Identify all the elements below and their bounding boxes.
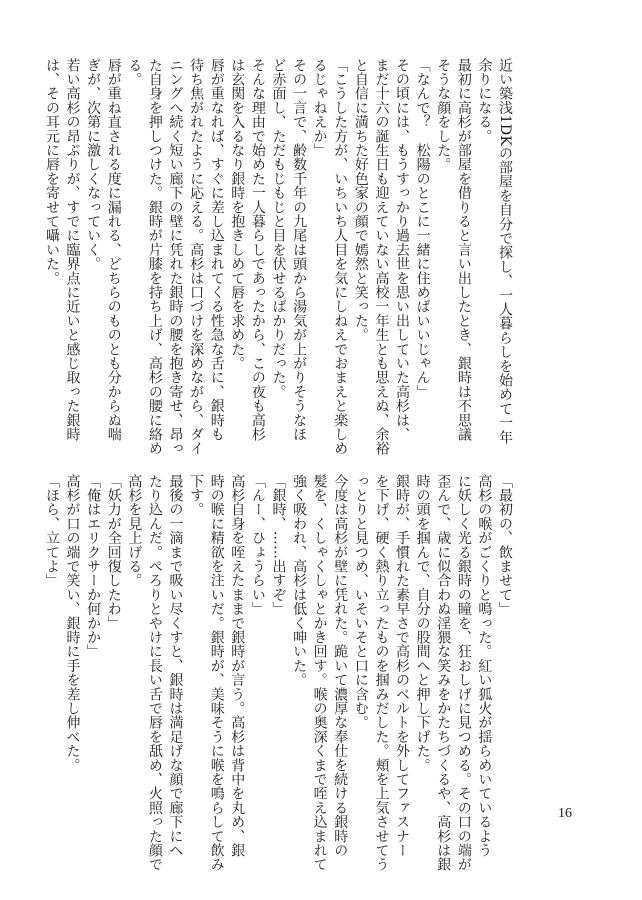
text-line: 「んー、ひょうらい」: [249, 474, 266, 616]
text-line: 最初に高杉が部屋を借りると言い出したとき、銀時は不思議: [455, 58, 472, 442]
text-line: るじゃねえか」: [311, 58, 328, 158]
text-line: は、その耳元に唇を寄せて囁いた。: [43, 58, 60, 286]
text-line: は玄関を入るなり銀時を抱きしめて唇を求めた。: [229, 58, 246, 371]
upper-text-block: [43, 58, 515, 458]
page-number: 16: [558, 806, 572, 821]
text-line: 唇が重なれば、すぐに差し込まれてくる性急な舌に、銀時も: [208, 58, 225, 442]
text-line: 下す。: [188, 474, 205, 517]
text-line: 「俺はエリクサーか何かか」: [85, 474, 102, 659]
text-line: 歪んで、歳に似合わぬ淫猥な笑みをかたちづくるや、高杉は銀: [435, 474, 452, 872]
text-line: 唇が重ね直される度に漏れる、どちらのものとも分からぬ喘: [105, 58, 122, 442]
text-line: 余りになる。: [476, 58, 493, 144]
text-line: と自信に満ちた好色家の顔で嫣然と笑った。: [352, 58, 369, 342]
text-line: 「こうした方が、いちいち人目を気にしねえでおまえと楽しめ: [332, 58, 349, 456]
text-line: 「なんで？ 松陽のとこに一緒に住めばいいじゃん」: [414, 58, 431, 399]
text-line: 高杉自身を咥えたままで銀時が言う。高杉は背中を丸め、銀: [229, 474, 246, 858]
text-line: ニングへ続く短い廊下の壁に凭れた銀時の腰を抱き寄せ、昂っ: [167, 58, 184, 456]
text-line: その頃には、もうすっかり過去世を思い出していた高杉は、: [394, 58, 411, 442]
text-line: ぎが、次第に激しくなっていく。: [85, 58, 102, 271]
text-line: その一言で、齢数千年の九尾は頭から湯気が上がりそうなほ: [291, 58, 308, 442]
lower-text-block: [43, 474, 515, 874]
text-line: 髪を、くしゃくしゃとかき回す。喉の奥深くまで咥え込まれて: [311, 474, 328, 872]
text-line: を下げ、硬く熱り立ったものを掴みだした。頬を上気させてう: [373, 474, 390, 872]
text-line: 銀時が、手慣れた素早さで高杉のベルトを外してファスナー: [394, 474, 411, 858]
text-line: そうな顔をした。: [435, 58, 452, 172]
text-line: た自身を押しつけた。銀時が片膝を持ち上げ、高杉の腰に絡め: [146, 58, 163, 456]
text-line: 強く吸われ、高杉は低く呻いた。: [291, 474, 308, 687]
text-line: る。: [126, 58, 143, 87]
text-line: 今度は高杉が壁に凭れた。跪いて濃厚な奉仕を続ける銀時の: [332, 474, 349, 858]
text-line: 最後の一滴まで吸い尽くすと、銀時は満足げな顔で廊下にへ: [167, 474, 184, 858]
text-line: 「最初の、飲ませて」: [497, 474, 513, 616]
text-line: 若い高杉の昂ぶりが、すでに臨界点に近いと感じ取った銀時: [64, 58, 81, 442]
text-line: っとりと見つめ、いそいそと口に含む。: [352, 474, 369, 730]
text-line: そんな理由で始めた一人暮らしであったから、この夜も高杉: [249, 58, 266, 442]
text-line: 近い築浅1DKの部屋を自分で探し、一人暮らしを始めて一年: [497, 58, 513, 445]
text-line: 待ち焦がれたように応える。高杉は口づけを深めながら、ダイ: [188, 58, 205, 456]
text-line: たり込んだ。ぺろりとやけに長い舌で唇を舐め、火照った顔で: [146, 474, 163, 872]
text-line: 高杉を見上げる。: [126, 474, 143, 588]
text-line: 時の喉に精欲を注いだ。銀時が、美味そうに喉を鳴らして飲み: [208, 474, 225, 872]
text-line: 時の頭を掴んで、自分の股間へと押し下げた。: [414, 474, 431, 773]
text-line: ど赤面し、ただもじもじと目を伏せるばかりだった。: [270, 58, 287, 399]
text-line: 「ほら、立てよ」: [43, 474, 60, 588]
text-line: 高杉の喉がごくりと鳴った。紅い狐火が揺らめいているよう: [476, 474, 493, 858]
text-line: に妖しく光る銀時の瞳を、狂おしげに見つめる。その口の端が: [455, 474, 472, 872]
text-line: 「妖力が全回復したわ」: [105, 474, 122, 631]
text-line: まだ十六の誕生日も迎えていない高校一年生とも思えぬ、余裕: [373, 58, 390, 456]
text-line: 「銀時、……出すぞ」: [270, 474, 287, 616]
text-line: 高杉が口の端で笑い、銀時に手を差し伸べた。: [64, 474, 81, 773]
